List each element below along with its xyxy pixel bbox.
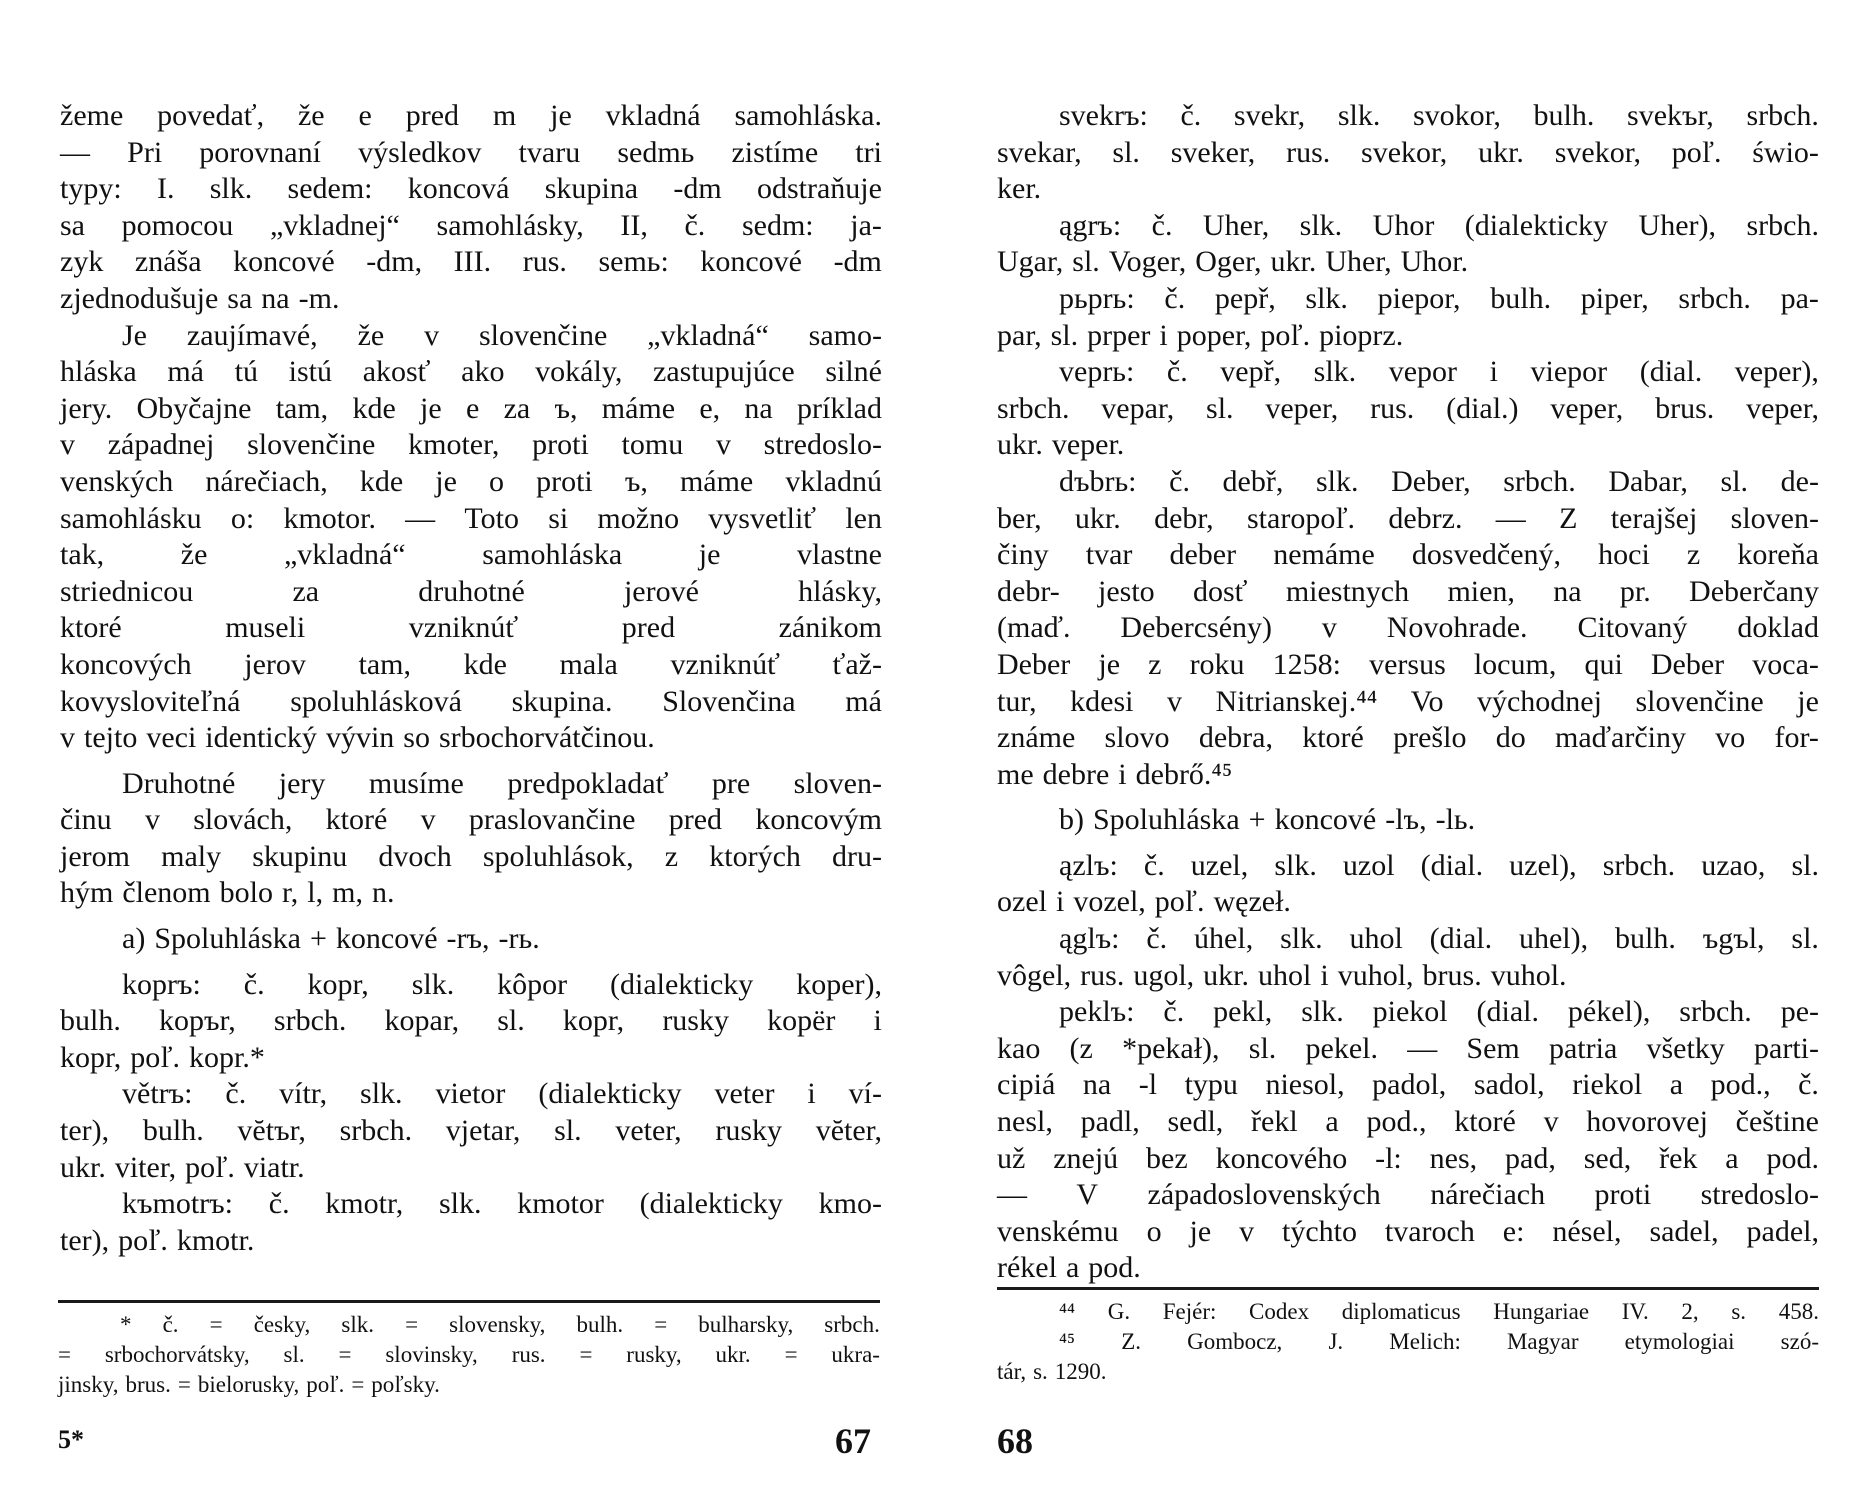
text-line: činy tvar deber nemáme dosvedčený, hoci z koreňa	[997, 538, 1819, 572]
text-line: a) Spoluhláska + koncové -rъ, -rь.	[122, 922, 540, 956]
text-line: tur, kdesi v Nitrianskej.⁴⁴ Vo východnej slovenčine je	[997, 684, 1819, 718]
footnote-line: ⁴⁵ Z. Gombocz, J. Melich: Magyar etymologiai szó-	[1059, 1329, 1819, 1354]
right-footnotes	[997, 1297, 1819, 1387]
text-line: pьprь: č. pepř, slk. piepor, bulh. piper, srbch. pa-	[1059, 281, 1819, 315]
text-line: jery. Obyčajne tam, kde je e za ъ, máme e, na príklad	[60, 391, 882, 425]
text-line: koncových jerov tam, kde mala vzniknúť ťaž-	[60, 647, 882, 681]
footnote-line: ⁴⁴ G. Fejér: Codex diplomaticus Hungariae IV. 2, s. 458.	[1059, 1299, 1819, 1324]
text-line: Ugar, sl. Voger, Oger, ukr. Uher, Uhor.	[997, 245, 1469, 279]
text-line: jerom maly skupinu dvoch spoluhlások, z ktorých dru-	[60, 839, 882, 873]
text-line: kovysloviteľná spoluhlásková skupina. Slovenčina má	[60, 684, 882, 718]
text-line: hým členom bolo r, l, m, n.	[60, 876, 395, 910]
text-line: Je zaujímavé, že v slovenčine „vkladná“ samo-	[122, 318, 882, 352]
text-line: zyk znáša koncové -dm, III. rus. semь: koncové -dm	[60, 245, 882, 279]
footnote-line: jinsky, brus. = bielorusky, poľ. = poľsky.	[58, 1372, 440, 1397]
text-line: Druhotné jery musíme predpokladať pre sloven-	[122, 766, 882, 800]
text-line: v západnej slovenčine kmoter, proti tomu v stredoslo-	[60, 428, 882, 462]
footnote-line: tár, s. 1290.	[997, 1359, 1107, 1384]
text-line: kao (z *pekał), sl. pekel. — Sem patria všetky parti-	[997, 1031, 1819, 1065]
right-page	[935, 0, 1870, 1500]
text-line: venskému o je v týchto tvaroch e: nésel, sadel, padel,	[997, 1214, 1819, 1248]
text-line: kъmotrъ: č. kmotr, slk. kmotor (dialekticky kmo-	[122, 1187, 882, 1221]
text-line: ktoré museli vzniknúť pred zánikom	[60, 611, 882, 645]
text-line: striednicou za druhotné jerové hlásky,	[60, 574, 882, 608]
text-line: ter), bulh. vĕtъr, srbch. vjetar, sl. veter, rusky vĕter,	[60, 1114, 882, 1148]
text-line: dъbrь: č. debř, slk. Deber, srbch. Dabar, sl. de-	[1059, 464, 1819, 498]
text-line: ozel i vozel, poľ. węzeł.	[997, 885, 1291, 919]
text-line: svekar, sl. sveker, rus. svekor, ukr. svekor, poľ. świo-	[997, 135, 1819, 169]
text-line: ter), poľ. kmotr.	[60, 1223, 255, 1257]
right-page-body	[997, 98, 1819, 1287]
text-line: sa pomocou „vkladnej“ samohlásky, II, č. sedm: ja-	[60, 208, 882, 242]
footnote-rule	[58, 1300, 880, 1303]
text-line: ukr. viter, poľ. viatr.	[60, 1150, 305, 1184]
text-line: par, sl. prper i poper, poľ. pioprz.	[997, 318, 1404, 352]
text-line: ągrъ: č. Uher, slk. Uhor (dialekticky Uher), srbch.	[1059, 208, 1819, 242]
text-line: samohlásku o: kmotor. — Toto si možno vysvetliť len	[60, 501, 882, 535]
text-line: větrъ: č. vítr, slk. vietor (dialekticky veter i ví-	[122, 1077, 882, 1111]
text-line: b) Spoluhláska + koncové -lъ, -lь.	[1059, 803, 1476, 837]
text-line: debr- jesto dosť miestnych mien, na pr. Deberčany	[997, 574, 1819, 608]
page-number-right: 68	[997, 1421, 1033, 1461]
text-line: vôgel, rus. ugol, ukr. uhol i vuhol, brus. vuhol.	[997, 958, 1567, 992]
text-line: už znejú bez koncového -l: nes, pad, sed, řek a pod.	[997, 1141, 1819, 1175]
text-line: v tejto veci identický vývin so srbochorvátčinou.	[60, 721, 655, 755]
text-line: peklъ: č. pekl, slk. piekol (dial. pékel), srbch. pe-	[1059, 995, 1819, 1029]
text-line: — V západoslovenských nárečiach proti stredoslo-	[997, 1178, 1819, 1212]
text-line: koprъ: č. kopr, slk. kôpor (dialekticky koper),	[122, 967, 882, 1001]
text-line: činu v slovách, ktoré v praslovančine pred koncovým	[60, 803, 882, 837]
text-line: cipiá na -l typu niesol, padol, sadol, riekol a pod., č.	[997, 1068, 1819, 1102]
text-line: kopr, poľ. kopr.*	[60, 1040, 265, 1074]
text-line: zjednodušuje sa na -m.	[60, 281, 340, 315]
text-line: ązlъ: č. uzel, slk. uzol (dial. uzel), srbch. uzao, sl.	[1059, 848, 1819, 882]
text-line: tak, že „vkladná“ samohláska je vlastne	[60, 538, 882, 572]
footnote-rule	[997, 1287, 1819, 1290]
text-line: ukr. veper.	[997, 428, 1125, 462]
text-line: nesl, padl, sedl, řekl a pod., ktoré v hovorovej češtine	[997, 1105, 1819, 1139]
text-line: žeme povedať, že e pred m je vkladná samohláska.	[60, 99, 882, 132]
left-page-body	[60, 98, 882, 1259]
text-line: — Pri porovnaní výsledkov tvaru sedmь zistíme tri	[60, 135, 882, 169]
left-footnotes	[58, 1310, 880, 1400]
text-line: (maď. Debercsény) v Novohrade. Citovaný doklad	[997, 611, 1819, 645]
footnote-line: = srbochorvátsky, sl. = slovinsky, rus. = rusky, ukr. = ukra-	[58, 1342, 880, 1367]
text-line: rékel a pod.	[997, 1251, 1141, 1285]
text-line: me debre i debrő.⁴⁵	[997, 757, 1233, 791]
text-line: venských nárečiach, kde je o proti ъ, máme vkladnú	[60, 464, 882, 498]
text-line: veprь: č. vepř, slk. vepor i viepor (dial. veper),	[1059, 355, 1819, 389]
text-line: typy: I. slk. sedem: koncová skupina -dm odstraňuje	[60, 172, 882, 206]
footnote-line: * č. = česky, slk. = slovensky, bulh. = bulharsky, srbch.	[120, 1312, 880, 1337]
text-line: známe slovo debra, ktoré prešlo do maďarčiny vo for-	[997, 721, 1819, 755]
text-line: hláska má tú istú akosť ako vokály, zastupujúce silné	[60, 355, 882, 389]
text-line: ker.	[997, 172, 1042, 206]
text-line: ber, ukr. debr, staropoľ. debrz. — Z terajšej sloven-	[997, 501, 1819, 535]
text-line: srbch. vepar, sl. veper, rus. (dial.) veper, brus. veper,	[997, 391, 1819, 425]
page-number-left: 67	[835, 1421, 871, 1461]
text-line: svekrъ: č. svekr, slk. svokor, bulh. svekъr, srbch.	[1059, 99, 1819, 132]
text-line: Deber je z roku 1258: versus locum, qui Deber voca-	[997, 647, 1819, 681]
text-line: ąglъ: č. úhel, slk. uhol (dial. uhel), bulh. ъgъl, sl.	[1059, 922, 1819, 956]
signature-mark: 5*	[58, 1425, 84, 1454]
text-line: bulh. kopъr, srbch. kopar, sl. kopr, rusky kopёr i	[60, 1004, 882, 1038]
